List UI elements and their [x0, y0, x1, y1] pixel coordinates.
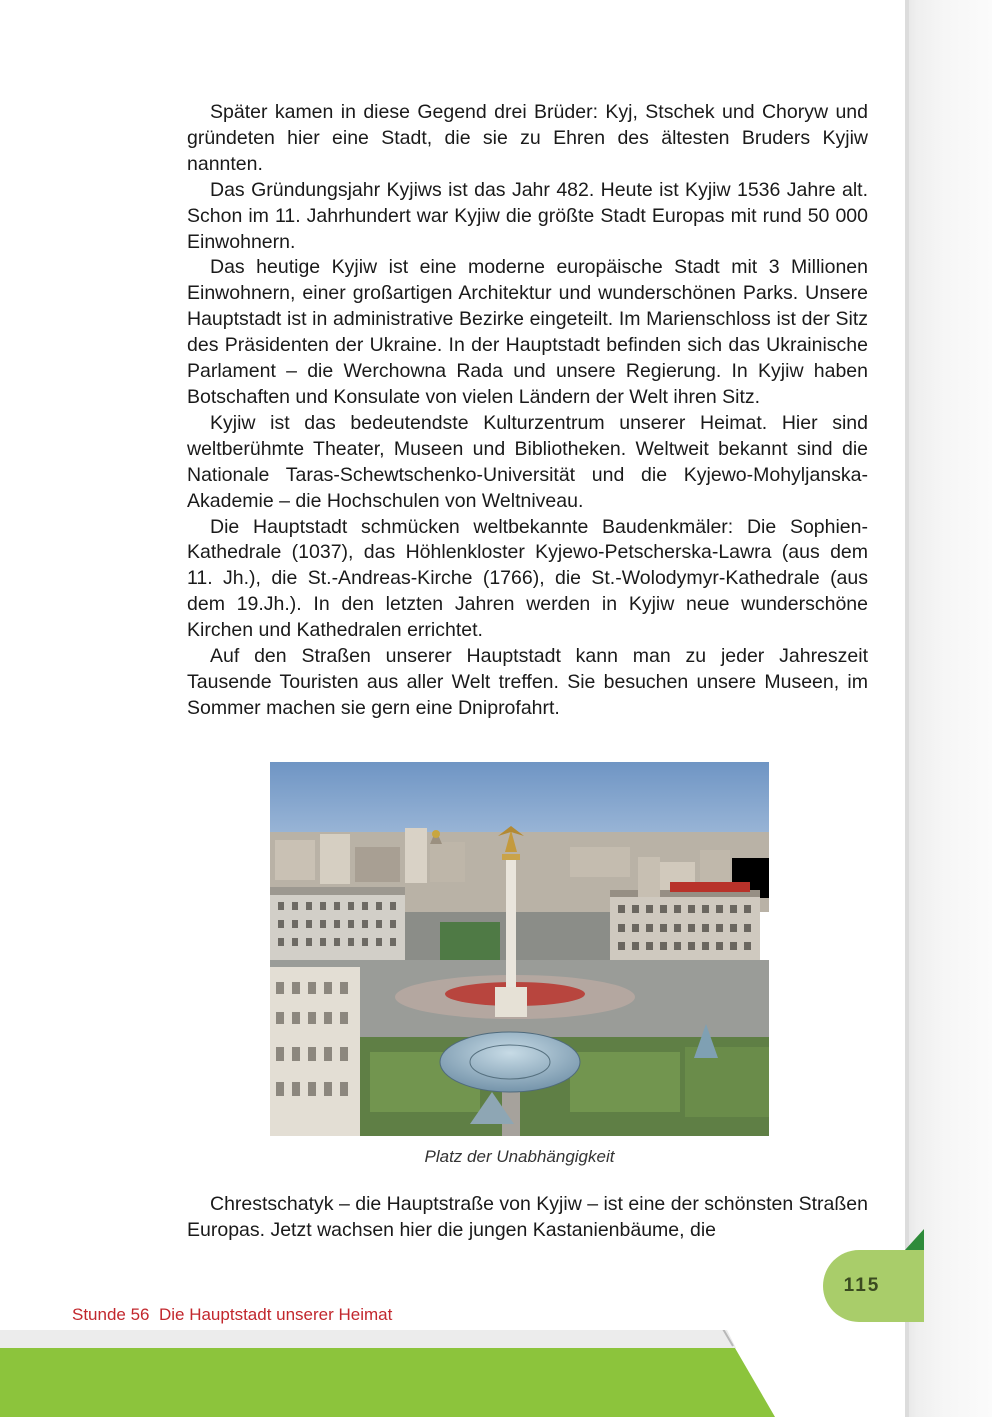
lesson-title: Die Hauptstadt unserer Heimat	[158, 1305, 393, 1324]
paragraph: Das heutige Kyjiw ist eine moderne europäische Stadt mit 3 Millionen Einwohnern, einer großartigen Architektur und wunderschönen Parks. Unsere Hauptstadt ist in administrative Bezirke eingeteilt. Im Marienschloss ist der Sitz des Präsidenten der Ukraine. In der Hauptstadt befinden sich das Ukrainische Parlament – die Werchowna Rada und unsere Regierung. In Kyjiw haben Botschaften und Konsulate von vielen Ländern der Welt ihren Sitz.	[187, 256, 868, 408]
page-edge-line	[905, 0, 909, 1417]
footer-green-band	[0, 1330, 780, 1417]
page-edge-shadow	[905, 0, 992, 1417]
lesson-number: Stunde 56	[72, 1305, 150, 1324]
footer-lesson-title	[72, 1305, 392, 1325]
paragraph: Chrestschatyk – die Hauptstraße von Kyjiw – ist eine der schönsten Straßen Europas. Jetzt wachsen hier die jungen Kastanienbäume, die	[187, 1193, 868, 1241]
paragraph: Die Hauptstadt schmücken weltbekannte Baudenkmäler: Die Sophien-Kathedrale (1037), das Höhlenkloster Kyjewo-Petscherska-Lawra (aus dem 11. Jh.), die St.-Andreas-Kirche (1766), die St.-Wolodymyr-Kathedrale (aus dem 19.Jh.). In den letzten Jahren werden in Kyjiw neue wunderschöne Kirchen und Kathedralen errichtet.	[187, 515, 868, 642]
independence-square-photo	[270, 762, 769, 1136]
page-tab-corner	[905, 1229, 924, 1250]
photo-caption: Platz der Unabhängigkeit	[424, 1147, 615, 1166]
page-number: 115	[843, 1275, 881, 1296]
paragraph: Kyjiw ist das bedeutendste Kulturzentrum unserer Heimat. Hier sind weltberühmte Theater, Museen und Bibliotheken. Weltweit bekannt sind die Nationale Taras-Schewtschenko-Universität und die Kyjewo-Mohyljanska-Akademie – die Hochschulen von Weltniveau.	[187, 411, 868, 512]
paragraph: Das Gründungsjahr Kyjiws ist das Jahr 482. Heute ist Kyjiw 1536 Jahre alt. Schon im 11. Jahrhundert war Kyjiw die größte Stadt Europas mit rund 50 000 Einwohnern.	[187, 178, 868, 253]
body-text	[187, 100, 868, 722]
paragraph: Auf den Straßen unserer Hauptstadt kann man zu jeder Jahreszeit Tausende Touristen aus aller Welt treffen. Sie besuchen unsere Museen, im Sommer machen sie gern eine Dniprofahrt.	[187, 645, 868, 719]
body-text-continued	[187, 1192, 868, 1244]
paragraph: Später kamen in diese Gegend drei Brüder: Kyj, Stschek und Choryw und gründeten hier eine Stadt, die sie zu Ehren des ältesten Bruders Kyjiw nannten.	[187, 101, 868, 175]
